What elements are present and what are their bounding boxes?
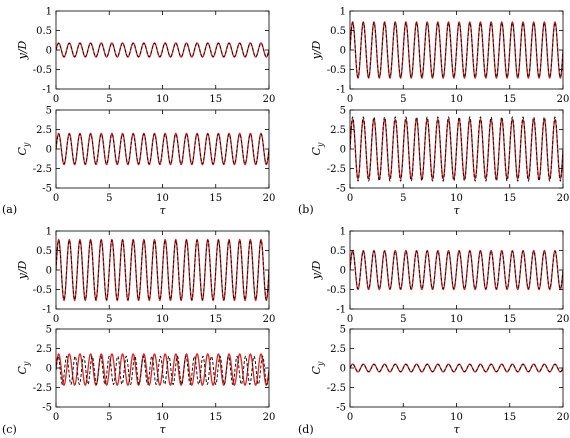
x-tick-label: 10	[156, 314, 169, 325]
y-tick-label: 1	[45, 6, 52, 18]
series-group	[350, 22, 563, 78]
x-tick-label: 10	[156, 94, 169, 105]
series-line-black-dashed	[350, 117, 563, 181]
x-tick-label: 15	[209, 314, 223, 325]
y-tick-label: -0.5	[32, 65, 52, 76]
subplot-4	[16, 227, 275, 326]
y-tick-label: 0.5	[330, 246, 346, 257]
x-tick-label: 5	[106, 314, 113, 325]
y-tick-label: 5	[45, 105, 52, 117]
y-tick-label: -2.5	[326, 383, 346, 394]
series-line-red	[56, 240, 269, 301]
y-tick-label: -0.5	[32, 285, 52, 296]
panel-label-c: (c)	[2, 423, 17, 436]
x-tick-label: 15	[503, 412, 517, 423]
x-tick-label: 10	[156, 412, 169, 423]
x-tick-label: 15	[209, 412, 223, 423]
x-tick-label: 0	[52, 193, 60, 204]
x-tick-label: 0	[52, 314, 60, 325]
subplot-5	[16, 325, 275, 437]
x-tick-label: 5	[400, 412, 407, 423]
y-tick-label: 0.5	[36, 246, 52, 257]
y-tick-label: -5	[336, 183, 346, 195]
x-tick-label: 0	[346, 412, 354, 423]
panel-label-a: (a)	[2, 203, 18, 216]
x-tick-label: 5	[106, 94, 113, 105]
y-tick-label: -0.5	[326, 65, 346, 76]
series-group	[56, 354, 269, 385]
y-tick-label: 2.5	[36, 125, 52, 136]
y-tick-label: 0	[45, 265, 52, 277]
x-tick-label: 5	[400, 193, 407, 204]
y-axis-label: $C_y$	[16, 142, 31, 156]
y-tick-label: 1	[339, 6, 346, 18]
x-tick-label: 20	[262, 193, 276, 204]
y-tick-label: 1	[339, 226, 346, 238]
series-group	[56, 133, 269, 164]
x-axis-label: τ	[453, 204, 460, 217]
x-tick-label: 0	[52, 412, 60, 423]
y-tick-label: 0	[339, 45, 346, 57]
subplot-2	[310, 7, 569, 106]
y-tick-label: 5	[339, 105, 346, 117]
y-axis-label: y/D	[310, 40, 323, 60]
y-axis-label: $C_y$	[310, 142, 325, 156]
y-axis-label: y/D	[310, 260, 323, 280]
y-tick-label: -1	[42, 84, 52, 96]
x-tick-label: 15	[209, 193, 223, 204]
y-tick-label: 0.5	[36, 26, 52, 37]
panel-label-d: (d)	[298, 423, 314, 436]
y-tick-label: -1	[336, 84, 346, 96]
y-tick-label: 1	[45, 226, 52, 238]
x-tick-label: 10	[450, 314, 463, 325]
y-tick-label: 0	[45, 144, 52, 156]
subplot-7	[310, 325, 569, 437]
x-tick-label: 10	[450, 412, 463, 423]
y-tick-label: 0	[339, 265, 346, 277]
x-tick-label: 20	[556, 94, 570, 105]
x-tick-label: 15	[503, 314, 517, 325]
x-axis-label: τ	[159, 423, 166, 436]
x-axis-label: τ	[159, 204, 166, 217]
y-tick-label: 0	[339, 144, 346, 156]
series-line-black-dashed	[350, 23, 563, 78]
x-tick-label: 10	[450, 94, 463, 105]
series-group	[350, 251, 563, 290]
y-tick-label: -2.5	[32, 164, 52, 175]
y-tick-label: -0.5	[326, 285, 346, 296]
x-tick-label: 5	[106, 412, 113, 423]
subplot-3	[310, 106, 569, 218]
y-tick-label: -5	[42, 402, 52, 414]
subplot-6	[310, 227, 569, 326]
x-tick-label: 15	[503, 193, 517, 204]
y-tick-label: 5	[339, 324, 346, 336]
x-tick-label: 10	[156, 193, 169, 204]
x-tick-label: 20	[262, 412, 276, 423]
x-tick-label: 20	[262, 94, 276, 105]
y-axis-label: y/D	[16, 260, 29, 280]
x-tick-label: 10	[450, 193, 463, 204]
panel-label-b: (b)	[298, 203, 314, 216]
x-tick-label: 20	[262, 314, 276, 325]
y-tick-label: -1	[42, 304, 52, 316]
x-tick-label: 5	[106, 193, 113, 204]
y-tick-label: 2.5	[330, 125, 346, 136]
series-group	[350, 117, 563, 181]
y-axis-label: y/D	[16, 40, 29, 60]
subplot-1	[16, 106, 275, 218]
series-group	[56, 240, 269, 301]
series-group	[56, 43, 269, 57]
x-tick-label: 5	[400, 94, 407, 105]
x-tick-label: 0	[346, 193, 354, 204]
x-tick-label: 20	[556, 314, 570, 325]
y-tick-label: 0	[45, 45, 52, 57]
x-tick-label: 5	[400, 314, 407, 325]
y-tick-label: 2.5	[36, 344, 52, 355]
y-tick-label: 0.5	[330, 26, 346, 37]
x-tick-label: 20	[556, 412, 570, 423]
y-tick-label: -1	[336, 304, 346, 316]
y-tick-label: 0	[45, 363, 52, 375]
x-tick-label: 15	[503, 94, 517, 105]
y-axis-label: $C_y$	[310, 361, 325, 375]
y-tick-label: -5	[42, 183, 52, 195]
series-group	[350, 364, 563, 372]
y-tick-label: 2.5	[330, 344, 346, 355]
y-tick-label: -2.5	[32, 383, 52, 394]
y-tick-label: -2.5	[326, 164, 346, 175]
subplot-0	[16, 7, 275, 106]
x-tick-label: 15	[209, 94, 223, 105]
series-line-red	[56, 354, 269, 385]
y-tick-label: 0	[339, 363, 346, 375]
x-tick-label: 0	[346, 94, 354, 105]
x-tick-label: 0	[52, 94, 60, 105]
y-tick-label: 5	[45, 324, 52, 336]
x-tick-label: 20	[556, 193, 570, 204]
x-tick-label: 0	[346, 314, 354, 325]
x-axis-label: τ	[453, 423, 460, 436]
y-tick-label: -5	[336, 402, 346, 414]
y-axis-label: $C_y$	[16, 361, 31, 375]
